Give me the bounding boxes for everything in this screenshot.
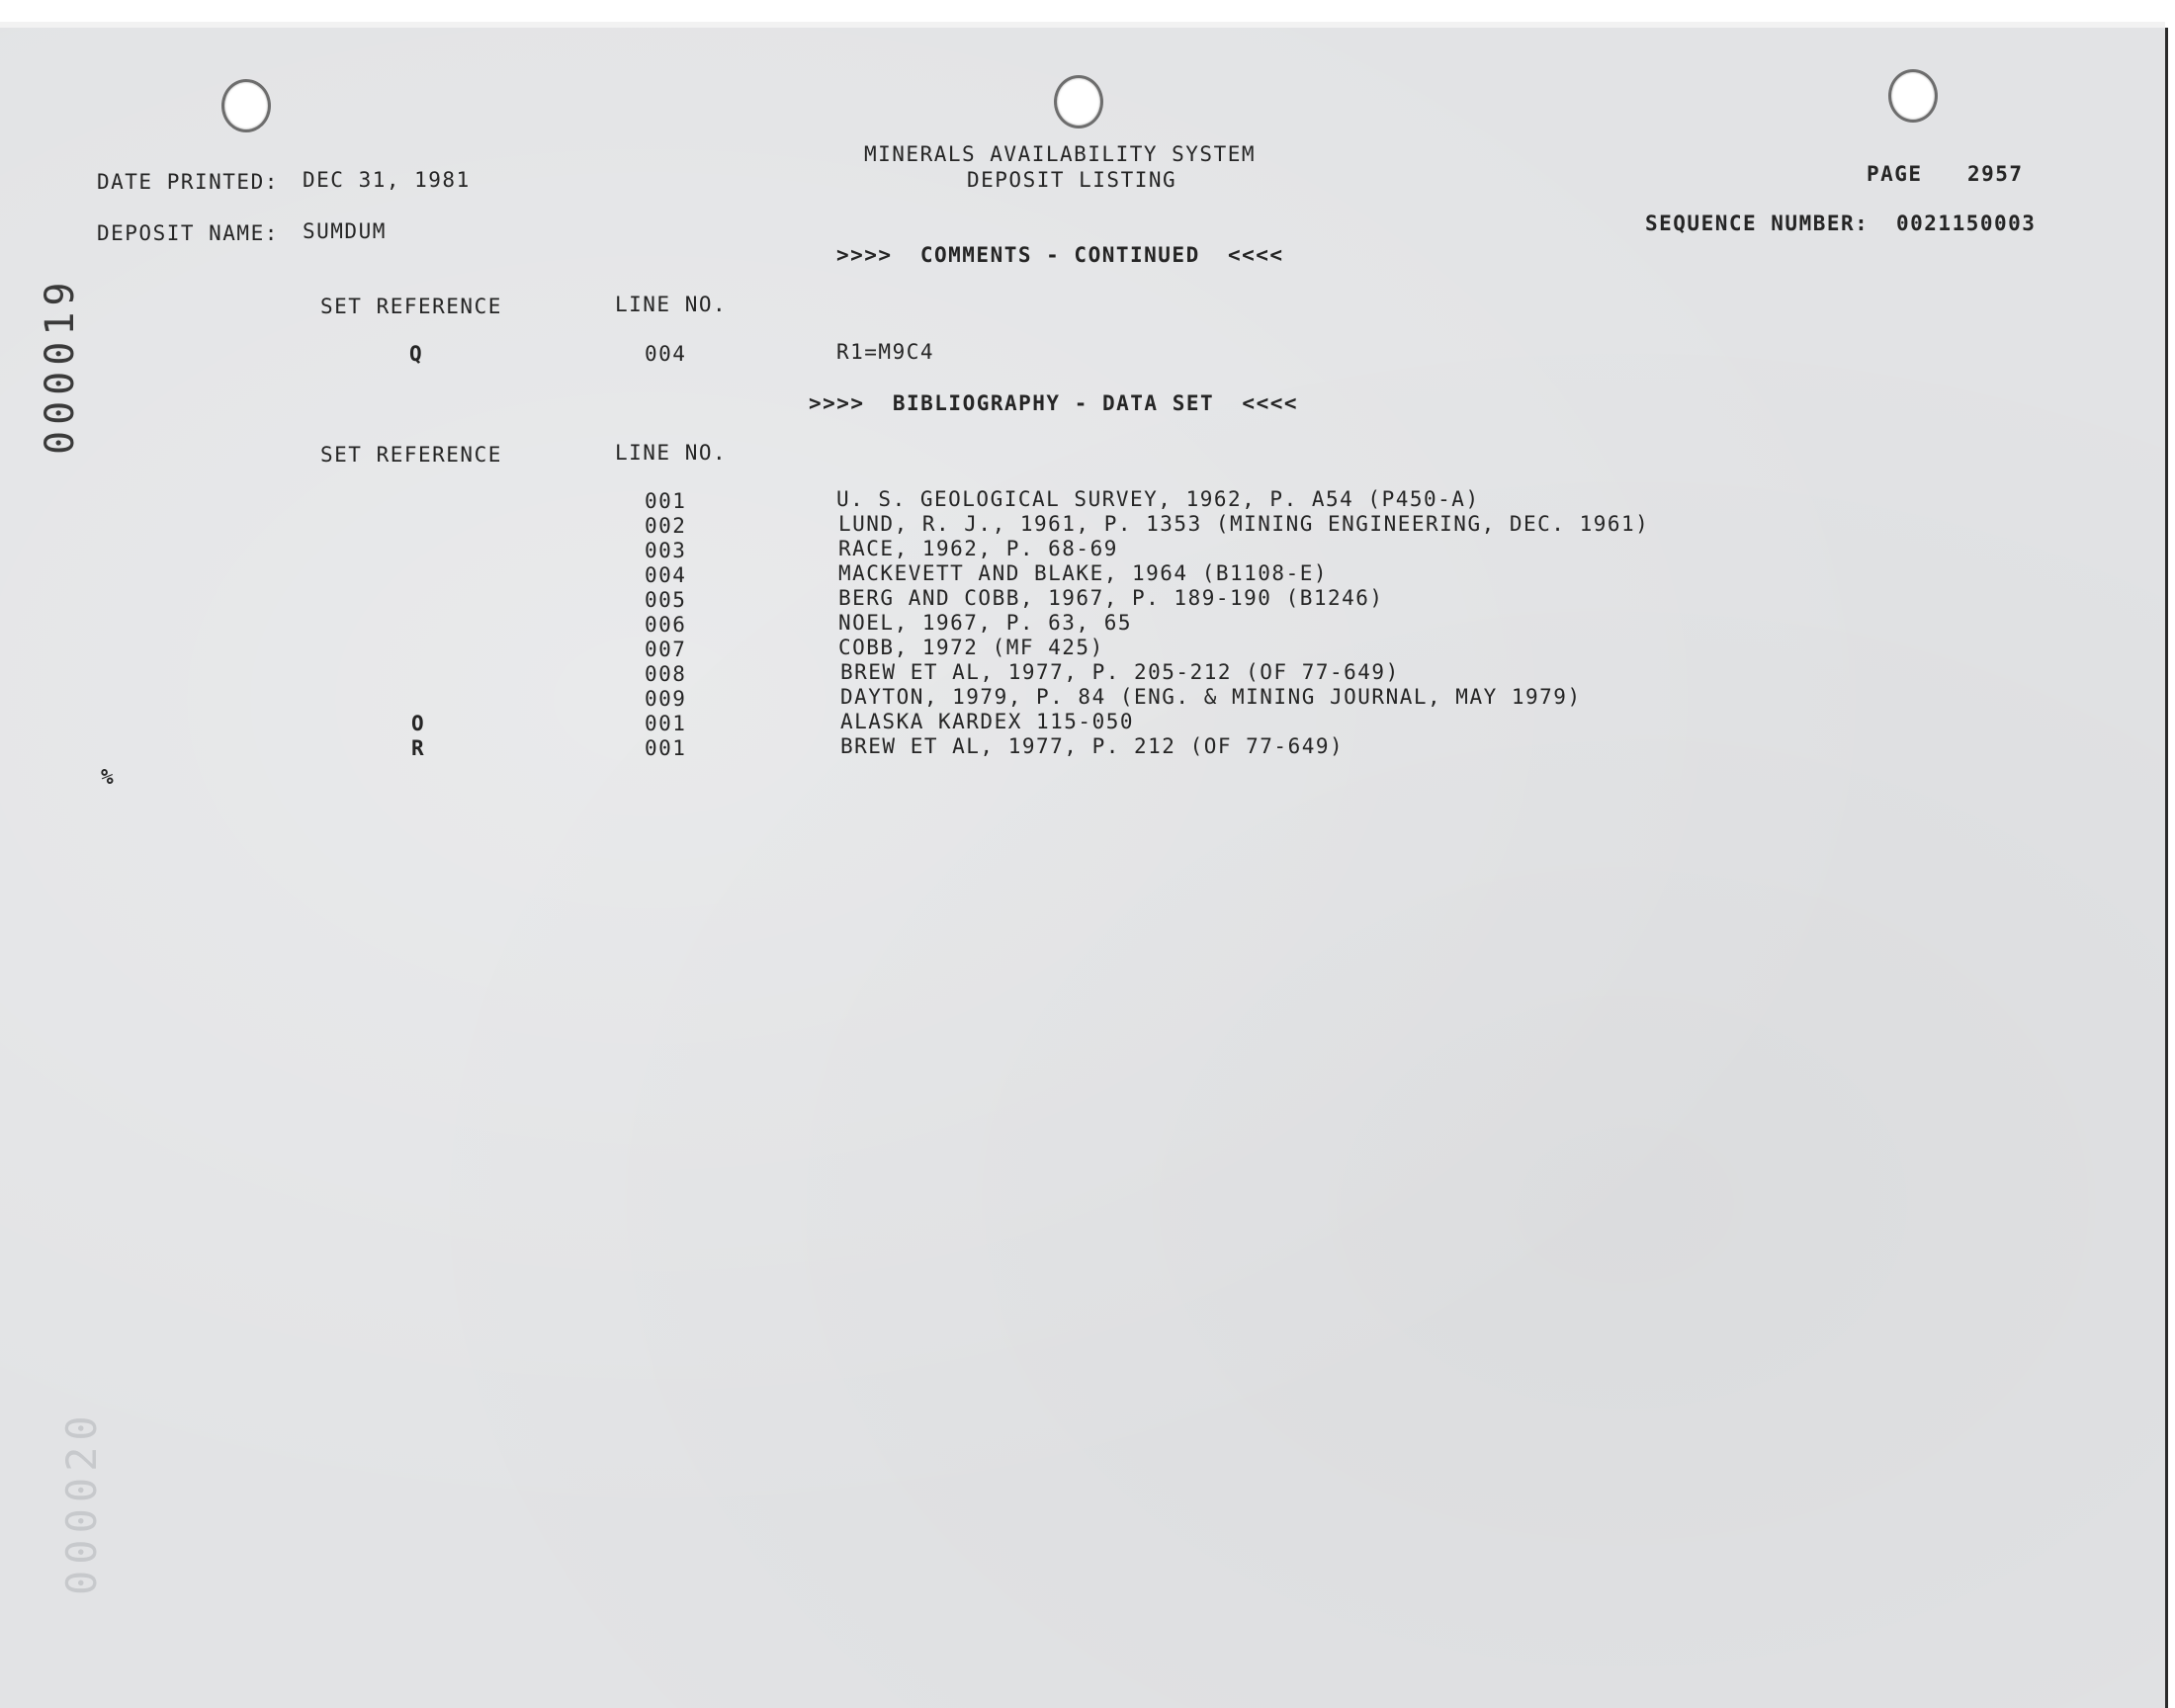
bibliography-section-title: >>>> BIBLIOGRAPHY - DATA SET <<<<	[809, 391, 1299, 415]
margin-stamp-faint: 000020	[57, 1409, 106, 1595]
bib-set-ref: R	[411, 736, 426, 760]
bib-text: COBB, 1972 (MF 425)	[838, 636, 1104, 659]
bib-line-no: 006	[645, 613, 687, 637]
bib-text: ALASKA KARDEX 115-050	[840, 710, 1135, 733]
printout-sheet	[0, 28, 2168, 1708]
bib-text: RACE, 1962, P. 68-69	[838, 537, 1118, 560]
deposit-name-label: DEPOSIT NAME:	[97, 221, 279, 245]
bib-text: BREW ET AL, 1977, P. 212 (OF 77-649)	[840, 734, 1345, 758]
comment-line-no: 004	[645, 342, 687, 366]
comment-set-ref: Q	[409, 342, 424, 366]
bib-line-no: 002	[645, 514, 687, 538]
bib-text: BREW ET AL, 1977, P. 205-212 (OF 77-649)	[840, 660, 1400, 684]
bib-text: LUND, R. J., 1961, P. 1353 (MINING ENGINEERING, DEC. 1961)	[838, 512, 1650, 536]
bib-line-no: 001	[645, 712, 687, 735]
sequence-number: 0021150003	[1896, 212, 2037, 235]
bib-line-no: 001	[645, 489, 687, 513]
page-label: PAGE	[1867, 162, 1923, 186]
bib-line-no: 001	[645, 736, 687, 760]
bib-text: MACKEVETT AND BLAKE, 1964 (B1108-E)	[838, 561, 1329, 585]
deposit-name-value: SUMDUM	[303, 219, 387, 243]
bib-line-no: 003	[645, 539, 687, 562]
bib-text: U. S. GEOLOGICAL SURVEY, 1962, P. A54 (P450-A)	[836, 487, 1480, 511]
bib-line-no: 004	[645, 563, 687, 587]
bibliography-col-line-no: LINE NO.	[615, 441, 728, 465]
system-title: MINERALS AVAILABILITY SYSTEM	[864, 142, 1257, 166]
sequence-label: SEQUENCE NUMBER:	[1645, 212, 1870, 235]
comment-text: R1=M9C4	[836, 340, 935, 364]
listing-title: DEPOSIT LISTING	[967, 168, 1177, 192]
date-printed-value: DEC 31, 1981	[303, 168, 471, 192]
bib-line-no: 009	[645, 687, 687, 711]
bib-text: DAYTON, 1979, P. 84 (ENG. & MINING JOURNAL, MAY 1979)	[840, 685, 1582, 709]
bib-line-no: 007	[645, 638, 687, 661]
binder-hole-center	[1054, 75, 1103, 128]
bib-text: BERG AND COBB, 1967, P. 189-190 (B1246)	[838, 586, 1384, 610]
margin-stamp: 000019	[38, 276, 83, 455]
bib-line-no: 008	[645, 662, 687, 686]
date-printed-label: DATE PRINTED:	[97, 170, 279, 194]
bib-set-ref: O	[411, 712, 426, 735]
bib-line-no: 005	[645, 588, 687, 612]
end-of-listing-marker: %	[101, 765, 116, 789]
comments-section-title: >>>> COMMENTS - CONTINUED <<<<	[836, 243, 1284, 267]
page-number: 2957	[1967, 162, 2024, 186]
binder-hole-right	[1888, 69, 1938, 123]
binder-hole-left	[221, 79, 271, 132]
bibliography-col-set-reference: SET REFERENCE	[320, 443, 502, 467]
comments-col-set-reference: SET REFERENCE	[320, 295, 502, 318]
bib-text: NOEL, 1967, P. 63, 65	[838, 611, 1133, 635]
comments-col-line-no: LINE NO.	[615, 293, 728, 316]
